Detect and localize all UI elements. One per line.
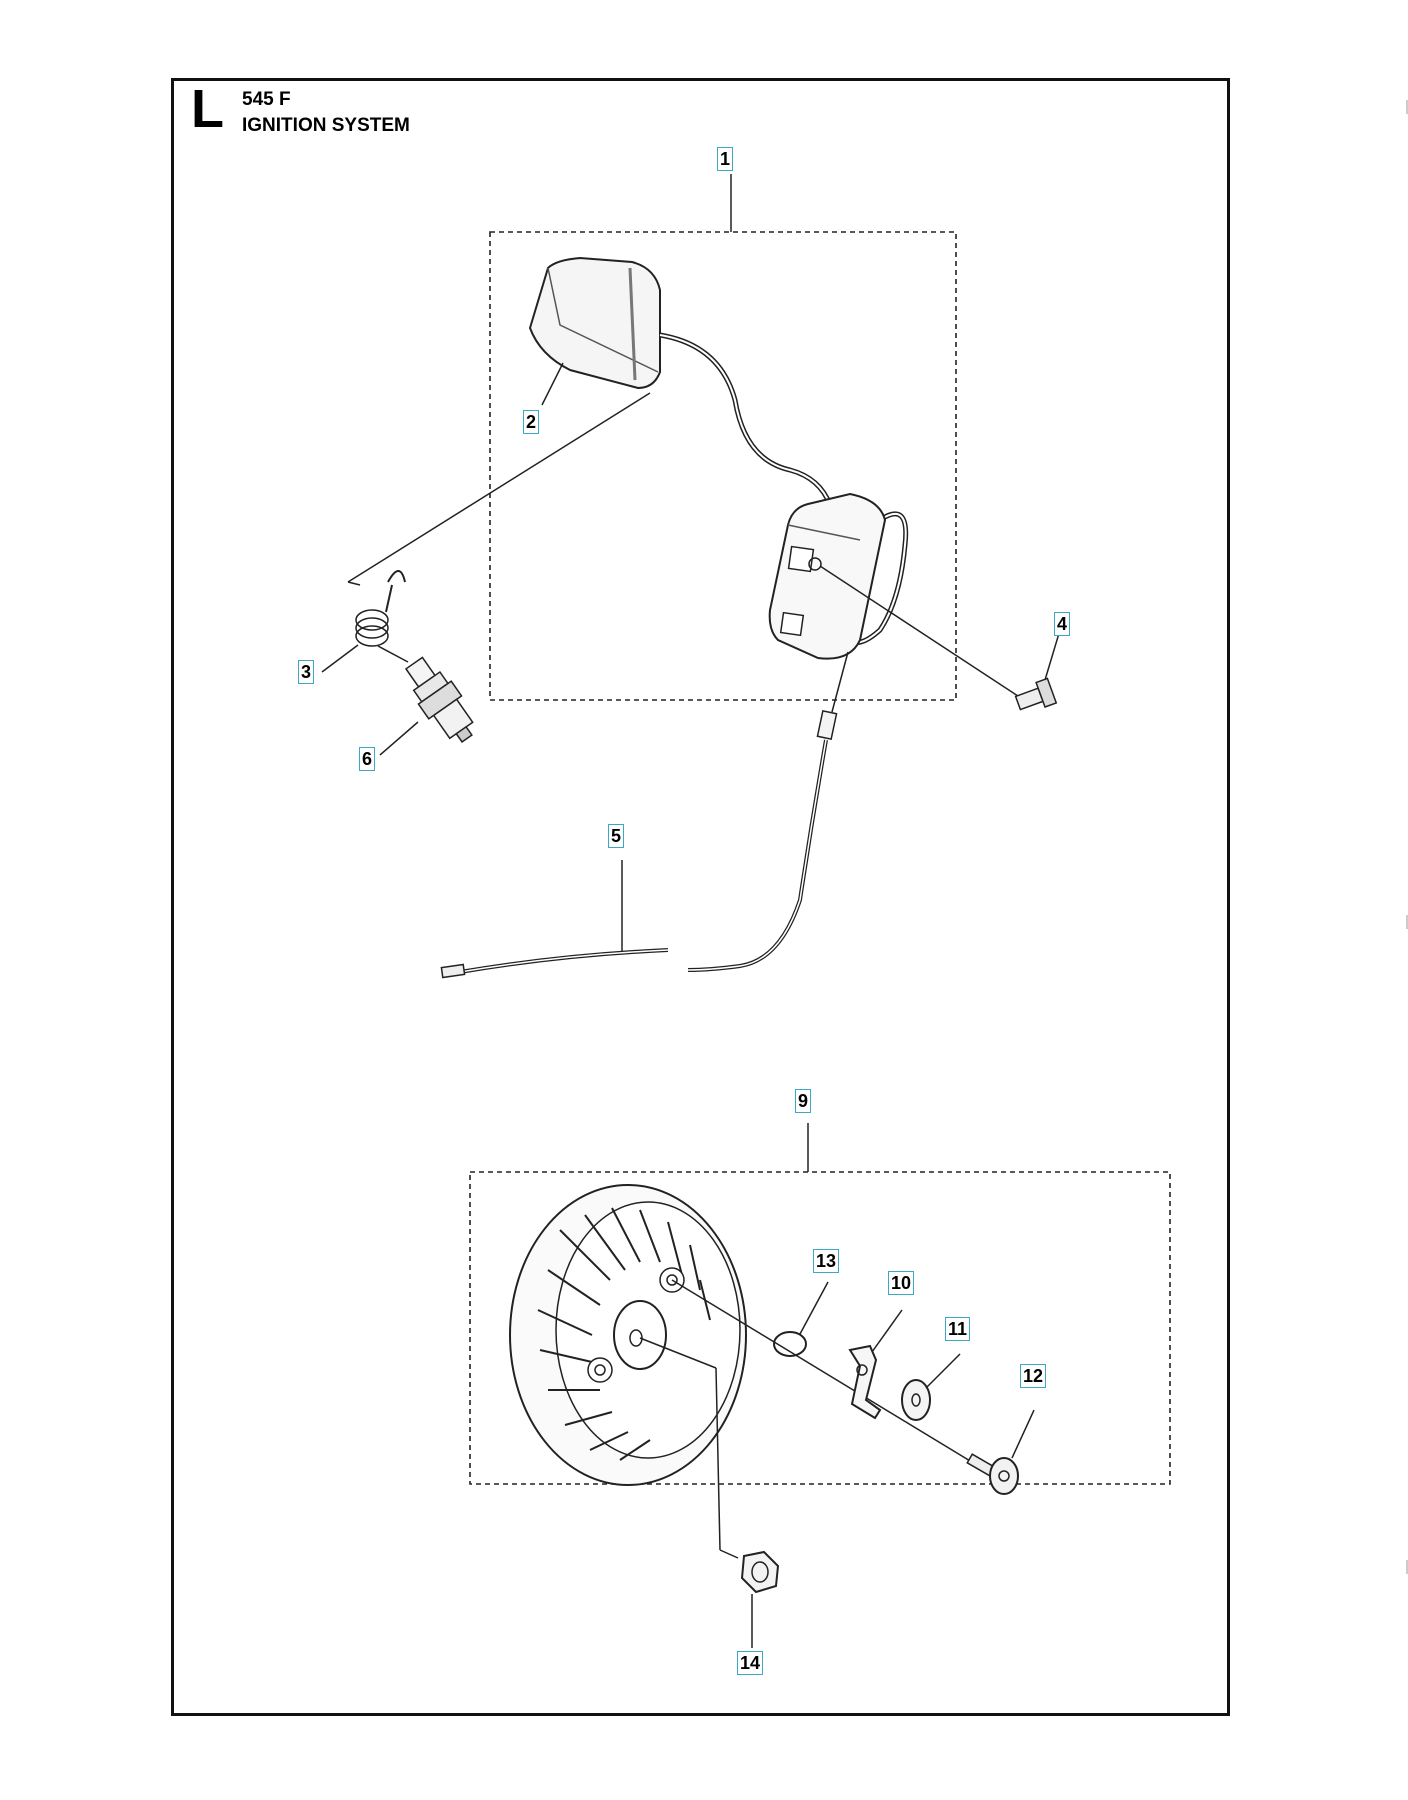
callout-2: 2	[523, 410, 539, 434]
callout-5: 5	[608, 824, 624, 848]
leader-13	[800, 1282, 828, 1334]
leader-10	[872, 1310, 902, 1352]
spark-plug-boot	[530, 258, 660, 388]
callout-12: 12	[1020, 1364, 1046, 1388]
callout-9: 9	[795, 1089, 811, 1113]
callout-4: 4	[1054, 612, 1070, 636]
model-name: 545 F	[242, 89, 291, 110]
callout-1: 1	[717, 147, 733, 171]
wire-connector	[817, 711, 836, 739]
ignition-module	[770, 494, 885, 659]
washer	[902, 1380, 930, 1420]
nut	[742, 1552, 778, 1592]
spring	[356, 571, 405, 646]
leader-6	[380, 722, 418, 755]
diagram-title: IGNITION SYSTEM	[242, 115, 410, 136]
bolt	[967, 1454, 1018, 1494]
section-letter: L	[191, 79, 224, 139]
spark-plug	[398, 652, 484, 750]
callout-13: 13	[813, 1249, 839, 1273]
callout-6: 6	[359, 747, 375, 771]
leader-2	[542, 363, 563, 405]
callout-3: 3	[298, 660, 314, 684]
bracket	[850, 1346, 880, 1418]
callout-10: 10	[888, 1271, 914, 1295]
screw	[1014, 678, 1057, 715]
leader-12	[1012, 1410, 1034, 1458]
leader-3	[322, 645, 358, 672]
flywheel	[510, 1185, 746, 1485]
ground-wire	[688, 740, 826, 970]
leader-11	[926, 1354, 960, 1388]
callout-11: 11	[945, 1317, 970, 1341]
callout-14: 14	[737, 1651, 763, 1675]
